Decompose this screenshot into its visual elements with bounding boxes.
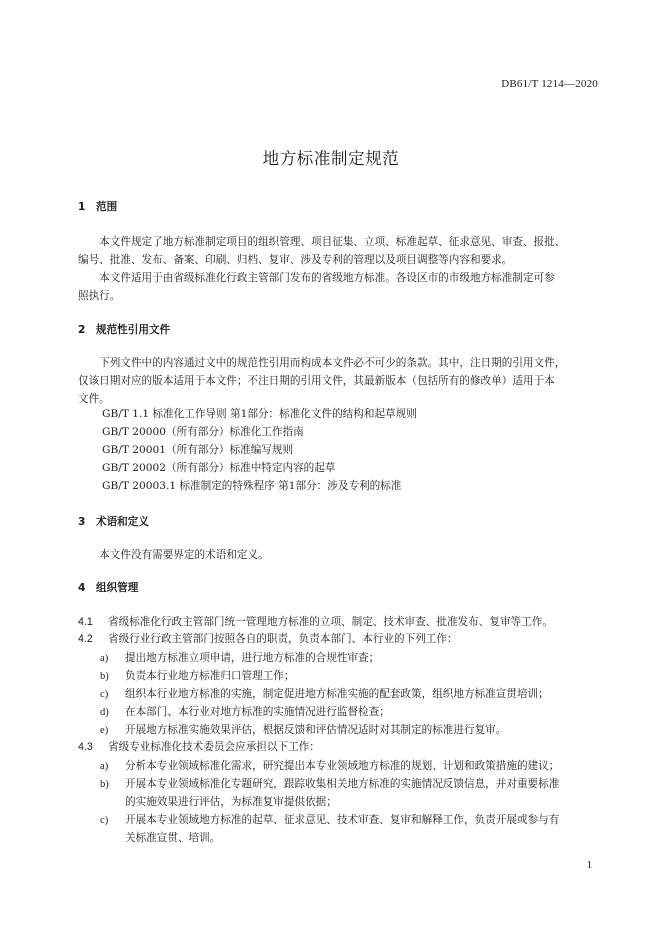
list-item-text: 开展地方标准实施效果评估，根据反馈和评估情况适时对其制定的标准进行复审。 bbox=[125, 724, 507, 736]
clause-text: 省级行业行政主管部门按照各自的职责，负责本部门、本行业的下列工作： bbox=[108, 633, 458, 645]
clause-number: 4.2 bbox=[78, 633, 93, 645]
list-item-text: 的实施效果进行评估，为标准复审提供依据； bbox=[125, 796, 337, 808]
scope-paragraph-2-line-2: 照执行。 bbox=[78, 290, 121, 302]
references-intro-line-1: 下列文件中的内容通过文中的规范性引用而构成本文件必不可少的条款。其中，注日期的引用文件， bbox=[78, 357, 566, 369]
clause-4-2 bbox=[78, 630, 458, 648]
standard-code: DB61/T 1214—2020 bbox=[501, 78, 598, 90]
references-intro-line-2: 仅该日期对应的版本适用于本文件；不注日期的引用文件，其最新版本（包括所有的修改单）适用于本 bbox=[78, 375, 555, 387]
reference-item: GB/T 20001（所有部分）标准编写规则 bbox=[102, 444, 294, 456]
list-item-text: 组织本行业地方标准的实施，制定促进地方标准实施的配套政策，组织地方标准宣贯培训； bbox=[125, 688, 549, 700]
scope-paragraph-1-line-1: 本文件规定了地方标准制定项目的组织管理、项目征集、立项、标准起草、征求意见、审查、报批、 bbox=[78, 236, 566, 248]
reference-item: GB/T 20003.1 标准制定的特殊程序 第1部分：涉及专利的标准 bbox=[102, 480, 402, 492]
list-item bbox=[100, 649, 379, 668]
section-1-heading bbox=[78, 199, 117, 214]
list-item-text: 关标准宣贯、培训。 bbox=[125, 832, 221, 844]
list-item-label: a) bbox=[100, 653, 109, 664]
list-item-label: b) bbox=[100, 671, 109, 682]
page-number: 1 bbox=[586, 860, 592, 871]
reference-item: GB/T 1.1 标准化工作导则 第1部分：标准化文件的结构和起草规则 bbox=[102, 408, 417, 420]
clause-text: 省级专业标准化技术委员会应承担以下工作： bbox=[108, 741, 320, 753]
list-item bbox=[100, 685, 549, 704]
clause-number: 4.3 bbox=[78, 741, 93, 753]
document-title: 地方标准制定规范 bbox=[262, 149, 400, 168]
list-item-text: 负责本行业地方标准归口管理工作； bbox=[125, 670, 295, 682]
reference-item: GB/T 20002（所有部分）标准中特定内容的起草 bbox=[102, 462, 336, 474]
clause-number: 4.1 bbox=[78, 616, 93, 628]
list-item bbox=[100, 667, 295, 686]
list-item-label: c) bbox=[100, 689, 109, 700]
list-item bbox=[100, 703, 390, 722]
section-title: 范围 bbox=[96, 201, 118, 213]
section-3-heading bbox=[78, 514, 149, 529]
clause-4-1 bbox=[78, 613, 553, 631]
scope-paragraph-2-line-1: 本文件适用于由省级标准化行政主管部门发布的省级地方标准。各设区市的市级地方标准制定可参 bbox=[78, 272, 555, 284]
list-item-continuation bbox=[100, 793, 337, 811]
list-item-label: e) bbox=[100, 725, 109, 736]
list-item-text: 开展本专业领域标准化专题研究，跟踪收集相关地方标准的实施情况反馈信息，并对重要标准 bbox=[125, 778, 560, 790]
list-item bbox=[100, 757, 559, 776]
list-item-continuation bbox=[100, 829, 220, 847]
section-title: 术语和定义 bbox=[96, 516, 149, 528]
list-item-text: 在本部门、本行业对地方标准的实施情况进行监督检查； bbox=[125, 706, 390, 718]
list-item-text: 提出地方标准立项申请，进行地方标准的合规性审查； bbox=[125, 652, 380, 664]
section-4-heading bbox=[78, 580, 138, 595]
terms-paragraph: 本文件没有需要界定的术语和定义。 bbox=[78, 549, 269, 561]
list-item bbox=[100, 775, 559, 794]
list-item-text: 分析本专业领域标准化需求，研究提出本专业领域地方标准的规划、计划和政策措施的建议； bbox=[125, 760, 560, 772]
scope-paragraph-1-line-2: 编号、批准、发布、备案、印刷、归档、复审、涉及专利的管理以及项目调整等内容和要求。 bbox=[78, 254, 513, 266]
list-item bbox=[100, 811, 559, 830]
list-item-text: 开展本专业领域地方标准的起草、征求意见、技术审查、复审和解释工作，负责开展或参与有 bbox=[125, 814, 560, 826]
section-number: 4 bbox=[78, 582, 86, 594]
clause-4-3 bbox=[78, 738, 320, 756]
section-title: 规范性引用文件 bbox=[96, 324, 171, 336]
list-item-label: d) bbox=[100, 707, 109, 718]
section-title: 组织管理 bbox=[96, 582, 139, 594]
section-number: 2 bbox=[78, 324, 86, 336]
list-item-label: c) bbox=[100, 815, 109, 826]
reference-item: GB/T 20000（所有部分）标准化工作指南 bbox=[102, 426, 304, 438]
section-number: 1 bbox=[78, 201, 86, 213]
references-intro-line-3: 文件。 bbox=[78, 393, 110, 405]
section-number: 3 bbox=[78, 516, 86, 528]
section-2-heading bbox=[78, 322, 170, 337]
list-item-label: b) bbox=[100, 779, 109, 790]
clause-text: 省级标准化行政主管部门统一管理地方标准的立项、制定、技术审查、批准发布、复审等工作。 bbox=[108, 616, 553, 628]
list-item-label: a) bbox=[100, 761, 109, 772]
